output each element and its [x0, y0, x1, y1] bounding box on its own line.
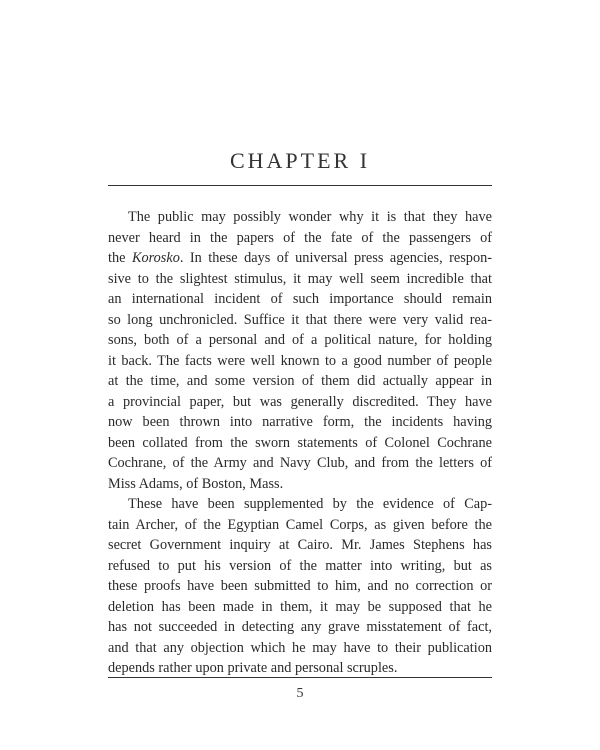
paragraph-2-line-8: and that any objection which he may have to their publication	[108, 639, 492, 656]
line-3-rest: . In these days of universal press agencies, respon-	[179, 250, 492, 266]
paragraph-1-line-10: a provincial paper, but was generally discredited. They have	[108, 393, 492, 410]
line-3-start: the	[108, 250, 132, 266]
paragraph-2-line-6: deletion has been made in them, it may be supposed that he	[108, 598, 492, 615]
paragraph-1-line-1: The public may possibly wonder why it is that they have	[128, 209, 492, 225]
paragraph-1-line-7: sons, both of a personal and of a political nature, for holding	[108, 332, 492, 348]
paragraph-2-line-9: depends rather upon private and personal scruples.	[108, 660, 398, 676]
paragraph-1-line-5: an international incident of such importance should remain	[108, 291, 492, 307]
paragraph-2-line-3: secret Government inquiry at Cairo. Mr. James Stephens has	[108, 537, 492, 553]
top-rule	[108, 185, 492, 186]
paragraph-1-line-13: Cochrane, of the Army and Navy Club, and from the letters of	[108, 455, 492, 471]
paragraph-2-line-1: These have been supplemented by the evidence of Cap-	[128, 496, 492, 512]
paragraph-1-line-14: Miss Adams, of Boston, Mass.	[108, 475, 284, 492]
paragraph-1-line-11: now been thrown into narrative form, the incidents having	[108, 414, 492, 430]
bottom-rule	[108, 677, 492, 678]
paragraph-1-line-8: it back. The facts were well known to a good number of people	[108, 352, 492, 369]
paragraph-1-line-12: been collated from the sworn statements of Colonel Cochrane	[108, 434, 492, 451]
paragraph-1-line-9: at the time, and some version of them did actually appear in	[108, 373, 492, 389]
paragraph-2-line-2: tain Archer, of the Egyptian Camel Corps, as given before the	[108, 516, 492, 533]
paragraph-1-line-2: never heard in the papers of the fate of the passengers of	[108, 229, 492, 246]
body-text	[108, 207, 492, 679]
ship-name: Korosko	[131, 250, 180, 266]
paragraph-1-line-4: sive to the slightest stimulus, it may well seem incredible that	[108, 270, 492, 287]
paragraph-1-line-3	[108, 248, 492, 269]
paragraph-1-line-6: so long unchronicled. Suffice it that there were very valid rea-	[108, 311, 492, 328]
paragraph-2-line-7: has not succeeded in detecting any grave misstatement of fact,	[108, 619, 492, 635]
chapter-title: CHAPTER I	[229, 148, 371, 173]
paragraph-2-line-5: these proofs have been submitted to him, and no correction or	[108, 578, 492, 594]
paragraph-2-line-4: refused to put his version of the matter into writing, but as	[108, 557, 492, 574]
page-number: 5	[296, 686, 304, 701]
